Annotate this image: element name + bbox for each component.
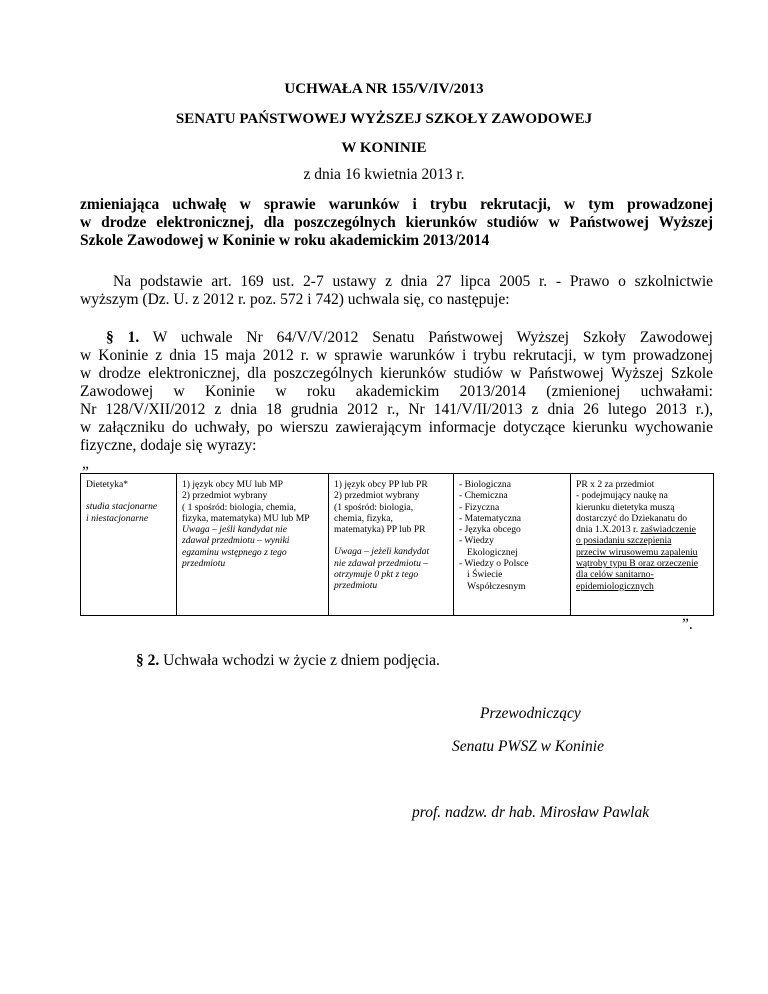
- subject-line: zmieniająca uchwałę w sprawie warunków i trybu rekrutacji, w tym prowadzonej: [80, 196, 713, 213]
- opening-quote: „: [82, 455, 89, 472]
- cell-line: 1) język obcy MU lub MP: [182, 479, 283, 490]
- cell-line: 1) język obcy PP lub PR: [334, 479, 428, 490]
- cell-line: i Świecie: [467, 569, 503, 581]
- closing-quote: ”.: [682, 616, 693, 633]
- study-mode: studia stacjonarne: [86, 501, 158, 513]
- cell-line: - Wiedzy o Polsce: [459, 558, 529, 570]
- cell-line: Współczesnym: [467, 580, 526, 592]
- cell-line: 2) przedmiot wybrany: [182, 490, 268, 502]
- section-2: [136, 652, 440, 670]
- cell-line: fizyka, matematyka) MU lub MP: [182, 512, 310, 524]
- section-1-text: W uchwale Nr 64/V/V/2012 Senatu Państwowej Wyższej Szkoły Zawodowej: [152, 329, 713, 346]
- section-2-text: Uchwała wchodzi w życie z dniem podjęcia.: [163, 652, 440, 669]
- cell-line: - Wiedzy: [459, 535, 494, 547]
- subject: [80, 196, 713, 250]
- cell-line: PR x 2 za przedmiot: [576, 479, 655, 490]
- cell-line: - podejmujący naukę na: [576, 490, 668, 502]
- section-1: [80, 329, 713, 455]
- table-cell-matura-new: [177, 474, 329, 616]
- attachment-table: [80, 473, 714, 616]
- section-1-line: w załączniku do uchwały, po wierszu zawierającym informacje dotyczące kierunku wychowanie: [80, 419, 713, 436]
- section-1-line: [80, 329, 713, 347]
- subject-line: Szkole Zawodowej w Koninie w roku akademickim 2013/2014: [80, 232, 490, 249]
- cell-line: (1 spośród: biologia,: [334, 501, 414, 513]
- signature-role: Przewodniczący: [480, 705, 581, 722]
- cell-note: nie zdawał przedmiotu –: [334, 557, 429, 569]
- table-cell-olympiads: [454, 474, 571, 616]
- signature-name: prof. nadzw. dr hab. Mirosław Pawlak: [412, 804, 650, 821]
- document-title: UCHWAŁA NR 155/V/IV/2013: [284, 81, 484, 97]
- cell-note: zdawał przedmiotu – wyniki: [182, 535, 290, 547]
- cell-text: dnia 1.X.2013 r.: [576, 524, 639, 536]
- cell-line: - Biologiczna: [459, 479, 511, 490]
- cell-line: matematyka) PP lub PR: [334, 524, 426, 536]
- cell-line: kierunku dietetyka muszą: [576, 501, 675, 513]
- cell-underlined-text: o posiadaniu szczepienia: [576, 535, 672, 547]
- table-cell-field: [81, 474, 177, 616]
- cell-line: Ekologicznej: [467, 546, 518, 558]
- cell-note: otrzymuje 0 pkt z tego: [334, 569, 419, 581]
- header-institution: SENATU PAŃSTWOWEJ WYŻSZEJ SZKOŁY ZAWODOWEJ: [175, 111, 593, 127]
- cell-underlined-text: wątroby typu B oraz orzeczenie: [576, 558, 698, 570]
- subject-line: w drodze elektronicznej, dla poszczególnych kierunków studiów w Państwowej Wyższej: [80, 214, 713, 231]
- signature-body: Senatu PWSZ w Koninie: [452, 738, 604, 755]
- cell-underlined-text: epidemiologicznych: [576, 580, 654, 592]
- cell-underlined-text: dla celów sanitarno-: [576, 569, 654, 581]
- cell-note: przedmiotu: [334, 580, 378, 592]
- table-cell-remarks: [571, 474, 714, 616]
- cell-line: - Fizyczna: [459, 501, 500, 513]
- header-city: W KONINIE: [341, 140, 427, 156]
- cell-underlined-text: przeciw wirusowemu zapaleniu: [576, 546, 698, 558]
- study-mode: i niestacjonarne: [86, 512, 149, 524]
- table-cell-matura-old: [329, 474, 454, 616]
- section-1-line: Zawodowej w Koninie w roku akademickim 2013/2014 (zmienionej uchwałami:: [80, 383, 713, 400]
- cell-underlined-text: zaświadczenie: [640, 524, 696, 536]
- cell-line: - Matematyczna: [459, 512, 522, 524]
- table-row: [81, 474, 714, 616]
- cell-line: - Języka obcego: [459, 524, 521, 536]
- cell-line: 2) przedmiot wybrany: [334, 490, 420, 502]
- section-2-number: § 2.: [136, 652, 160, 669]
- section-1-line: w drodze elektronicznej, dla poszczególnych kierunków studiów w Państwowej Wyższej Szkole: [80, 365, 713, 382]
- header-date: z dnia 16 kwietnia 2013 r.: [303, 166, 465, 183]
- cell-line: dostarczyć do Dziekanatu do: [576, 512, 688, 524]
- cell-note: Uwaga – jeśli kandydat nie: [182, 524, 287, 536]
- cell-line: chemia, fizyka,: [334, 512, 393, 524]
- cell-note: egzaminu wstępnego z tego: [182, 546, 287, 558]
- section-1-line: w Koninie z dnia 15 maja 2012 r. w sprawie warunków i trybu rekrutacji, w tym prowadzonej: [80, 347, 713, 364]
- section-1-number: § 1.: [106, 329, 140, 346]
- section-1-line: Nr 128/V/XII/2012 z dnia 18 grudnia 2012 r., Nr 141/V/II/2013 z dnia 26 lutego 2013 r.),: [80, 401, 713, 418]
- cell-line: - Chemiczna: [459, 490, 508, 502]
- cell-note: przedmiotu: [182, 558, 226, 570]
- preamble-line: Na podstawie art. 169 ust. 2-7 ustawy z dnia 27 lipca 2005 r. - Prawo o szkolnictwie: [113, 273, 713, 290]
- cell-line: [576, 524, 709, 535]
- field-name: Dietetyka*: [86, 479, 129, 490]
- cell-line: ( 1 spośród: biologia, chemia,: [182, 501, 297, 513]
- preamble: [80, 273, 713, 309]
- preamble-line: wyższym (Dz. U. z 2012 r. poz. 572 i 742) uchwala się, co następuje:: [80, 291, 510, 308]
- cell-note: Uwaga – jeżeli kandydat: [334, 546, 430, 558]
- section-1-line: fizyczne, dodaje się wyrazy:: [80, 437, 257, 454]
